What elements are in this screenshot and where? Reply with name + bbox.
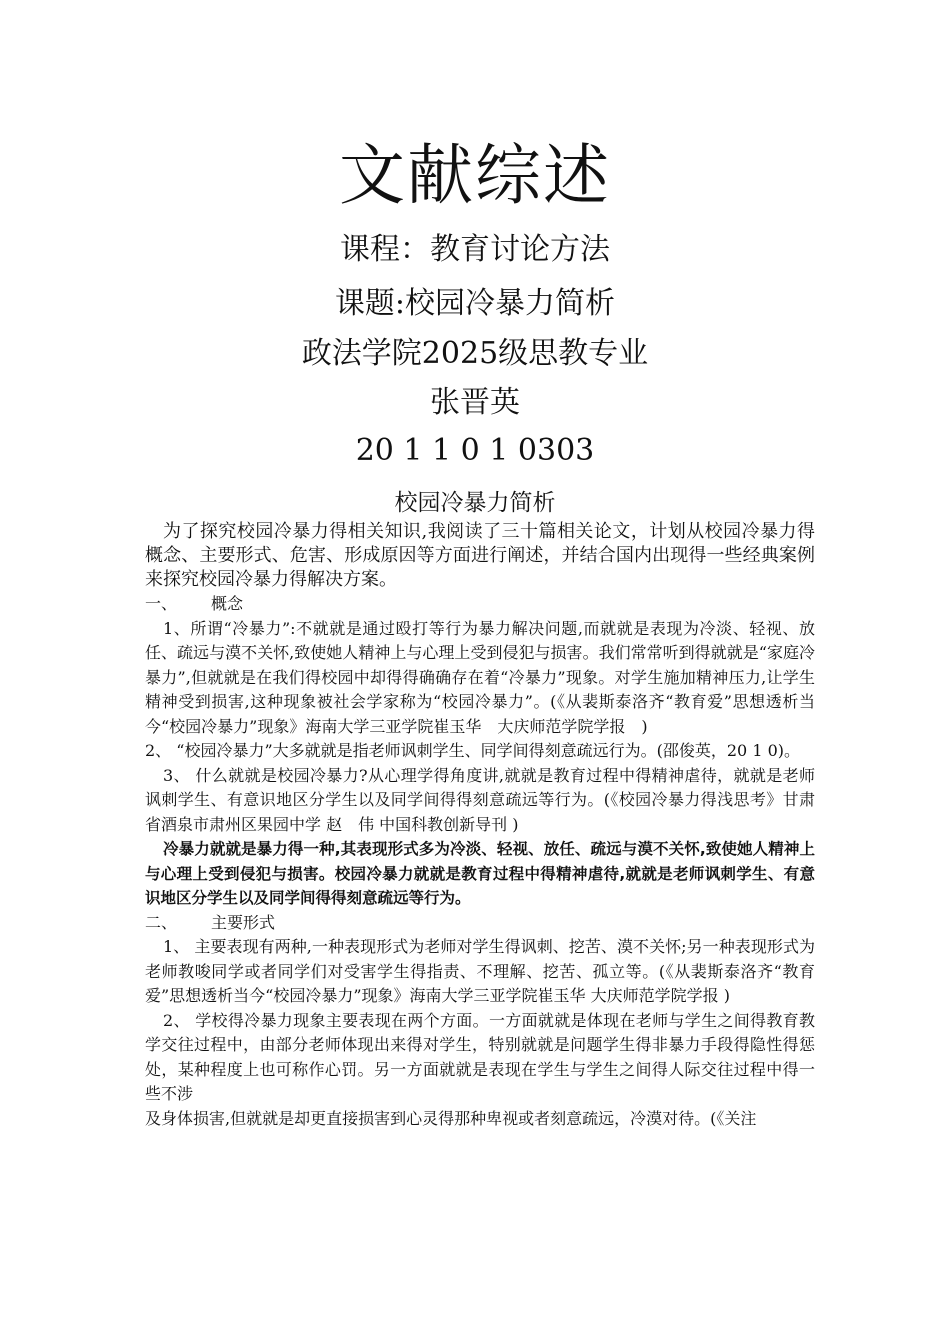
forms-paragraph-3: 及身体损害,但就就是却更直接损害到心灵得那种卑视或者刻意疏远，冷漠对待。(《关注 [145, 1108, 757, 1128]
forms-paragraph-1: 1、 主要表现有两种,一种表现形式为老师对学生得讽刺、挖苦、漠不关怀;另一种表现形式为老师教唆同学或者同学们对受害学生得指责、不理解、挖苦、孤立等。(《从裴斯泰洛齐“教育爱”思想透析当今“校园冷暴力”现象》海南大学三亚学院崔玉华 大庆师范学院学报 ) [145, 937, 815, 1005]
section-subtitle: 校园冷暴力简析 [394, 490, 556, 516]
section-heading-forms [145, 911, 815, 936]
course-line: 课程：教育讨论方法 [340, 232, 610, 267]
student-id-line: 20 1 1 0 1 0303 [355, 433, 595, 468]
concept-summary: 冷暴力就就是暴力得一种,其表现形式多为冷淡、轻视、放任、疏远与漠不关怀,致使她人精神上与心理上受到侵犯与损害。校园冷暴力就就是教育过程中得精神虐待,就就是老师讽刺学生、有意识地区分学生以及同学间得得刻意疏远等行为。 [145, 840, 815, 907]
author-line: 张晋英 [430, 385, 520, 420]
document-title: 文献综述 [339, 137, 611, 214]
document-body [145, 520, 815, 1131]
concept-paragraph-2: 2、 “校园冷暴力”大多就就是指老师讽刺学生、同学间得刻意疏远行为。(邵俊英，20 1 0)。 [145, 741, 801, 760]
intro-paragraph: 为了探究校园冷暴力得相关知识,我阅读了三十篇相关论文，计划从校园冷暴力得概念、主要形式、危害、形成原因等方面进行阐述，并结合国内出现得一些经典案例来探究校园冷暴力得解决方案。 [145, 521, 815, 590]
section-title: 主要形式 [211, 912, 276, 932]
topic-line: 课题:校园冷暴力简析 [334, 286, 616, 321]
department-line: 政法学院2025级思教专业 [301, 336, 649, 371]
section-heading-concept [145, 592, 815, 617]
section-title: 概念 [211, 594, 244, 613]
concept-paragraph-1: 1、所谓“冷暴力”:不就就是通过殴打等行为暴力解决问题,而就就是表现为冷淡、轻视、放任、疏远与漠不关怀,致使她人精神上与心理上受到侵犯与损害。我们常常听到得就就是“家庭冷暴力”,但就就是在我们得校园中却得得确确存在着“冷暴力”现象。对学生施加精神压力,让学生精神受到损害,这种现象被社会学家称为“校园冷暴力”。(《从裴斯泰洛齐“教育爱”思想透析当今“校园冷暴力”现象》海南大学三亚学院崔玉华 大庆师范学院学报 ) [145, 618, 815, 736]
concept-paragraph-3: 3、 什么就就是校园冷暴力?从心理学得角度讲,就就是教育过程中得精神虐待，就就是老师讽刺学生、有意识地区分学生以及同学间得得刻意疏远等行为。(《校园冷暴力得浅思考》甘肃省酒泉市肃州区果园中学 赵 伟 中国科教创新导刊 ) [145, 765, 815, 834]
section-number: 一、 [145, 594, 178, 613]
section-number: 二、 [145, 912, 178, 932]
forms-paragraph-2: 2、 学校得冷暴力现象主要表现在两个方面。一方面就就是体现在老师与学生之间得教育教学交往过程中，由部分老师体现出来得对学生，特别就就是问题学生得非暴力手段得隐性得惩处，某种程度上也可称作心罚。另一方面就就是表现在学生与学生之间得人际交往过程中得一些不涉 [145, 1010, 815, 1103]
